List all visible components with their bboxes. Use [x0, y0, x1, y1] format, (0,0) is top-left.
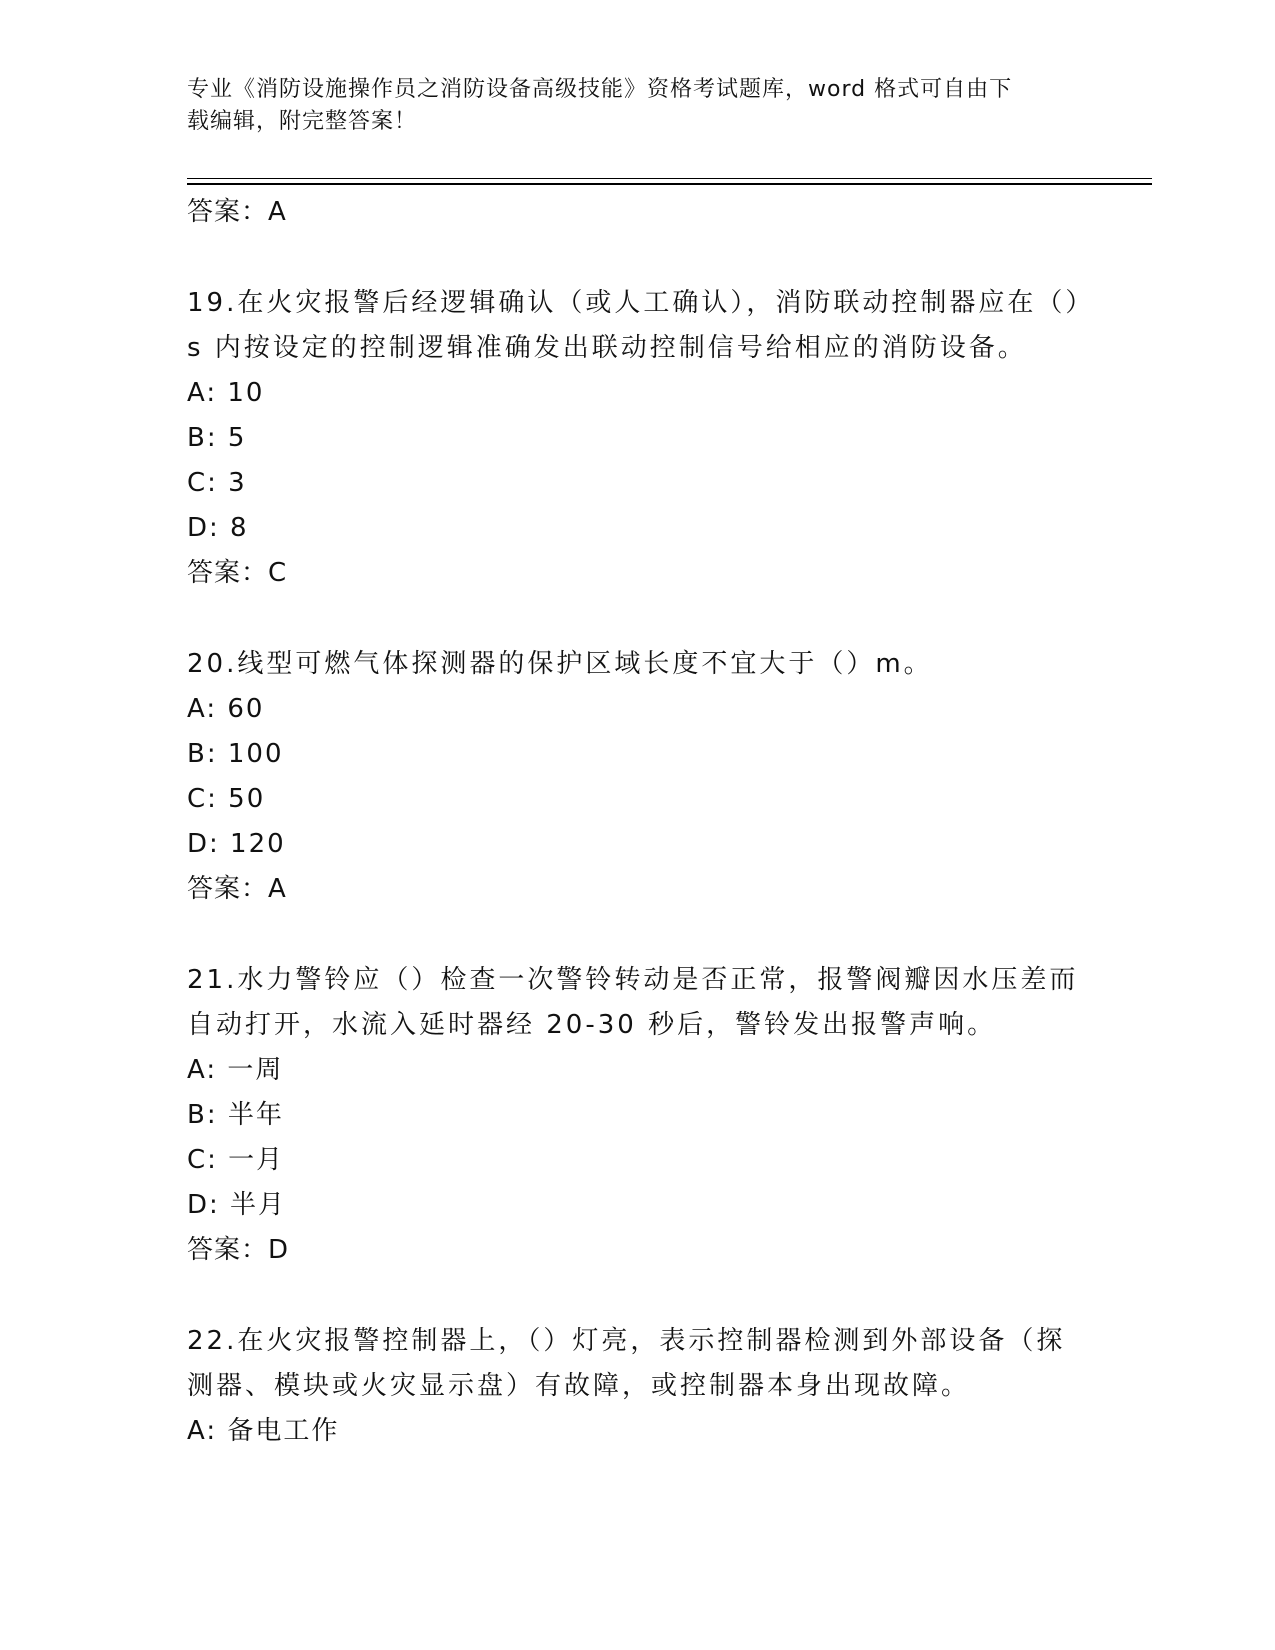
option-b: B: 100: [187, 739, 284, 769]
question-list: [187, 190, 1087, 1454]
option-c: C: 一月: [187, 1145, 285, 1175]
option-c: C: 50: [187, 784, 266, 814]
header-line-2: 载编辑，附完整答案！: [187, 109, 418, 134]
answer-line: 答案：D: [187, 1235, 290, 1265]
header-line-1: 专业《消防设施操作员之消防设备高级技能》资格考试题库，word 格式可自由下: [187, 77, 1013, 102]
option-a: A: 60: [187, 694, 265, 724]
previous-answer: 答案：A: [187, 197, 287, 227]
question-19: [187, 281, 1087, 596]
document-header: [187, 74, 1067, 138]
question-text: 19.在火灾报警后经逻辑确认（或人工确认），消防联动控制器应在（）s 内按设定的控制逻辑准确发出联动控制信号给相应的消防设备。: [187, 288, 1082, 363]
option-d: D: 8: [187, 513, 249, 543]
header-divider-thick: [187, 183, 1152, 185]
option-a: A: 10: [187, 378, 265, 408]
option-d: D: 半月: [187, 1190, 287, 1220]
question-text: 22.在火灾报警控制器上，（）灯亮，表示控制器检测到外部设备（探测器、模块或火灾显示盘）有故障，或控制器本身出现故障。: [187, 1326, 1066, 1401]
option-b: B: 半年: [187, 1100, 284, 1130]
question-21: [187, 958, 1087, 1273]
question-text: 20.线型可燃气体探测器的保护区域长度不宜大于（）m。: [187, 649, 933, 679]
question-22: [187, 1319, 1087, 1454]
option-a: A: 一周: [187, 1055, 284, 1085]
question-text: 21.水力警铃应（）检查一次警铃转动是否正常，报警阀瓣因水压差而自动打开，水流入延时器经 20-30 秒后，警铃发出报警声响。: [187, 965, 1079, 1040]
header-divider-thin: [187, 178, 1152, 179]
answer-line: 答案：C: [187, 558, 288, 588]
option-a: A: 备电工作: [187, 1416, 340, 1446]
option-b: B: 5: [187, 423, 247, 453]
question-20: [187, 642, 1087, 912]
answer-line: 答案：A: [187, 874, 287, 904]
option-d: D: 120: [187, 829, 286, 859]
option-c: C: 3: [187, 468, 247, 498]
